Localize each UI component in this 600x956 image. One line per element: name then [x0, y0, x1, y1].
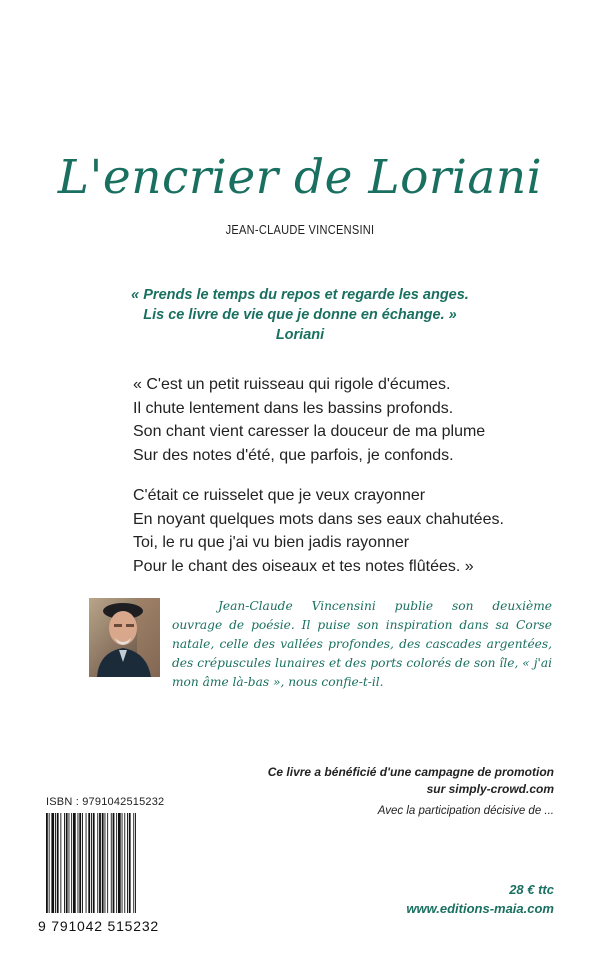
barcode-bar [71, 813, 72, 913]
poem-line: Toi, le ru que j'ai vu bien jadis rayonner [133, 534, 410, 551]
promotion-note [250, 764, 554, 798]
barcode-bar [78, 813, 79, 913]
barcode-bar [116, 813, 117, 913]
barcode-bar [118, 813, 121, 913]
barcode [46, 813, 157, 913]
epigraph-line: Lis ce livre de vie que je donne en échange. » [143, 307, 457, 323]
poem-line: C'était ce ruisselet que je veux crayonner [133, 487, 426, 504]
bio-line: Jean-Claude Vincensini publie son deuxième [218, 599, 552, 613]
barcode-bar [66, 813, 68, 913]
barcode-bar [122, 813, 123, 913]
barcode-bar [129, 813, 131, 913]
barcode-bar [88, 813, 90, 913]
barcode-bar [51, 813, 54, 913]
bio-line: mon âme là-bas », nous confie-t-il. [172, 675, 384, 689]
poem-stanza [133, 484, 553, 578]
price: 28 € ttc [509, 882, 554, 897]
promotion-line: Ce livre a bénéficié d'une campagne de promotion [267, 765, 554, 779]
participation-note: Avec la participation décisive de ... [377, 805, 554, 817]
poem-line: « C'est un petit ruisseau qui rigole d'écumes. [133, 376, 451, 393]
barcode-digits: 9 791042 515232 [38, 918, 159, 934]
bio-line: natale, celle des vallées profondes, des cascades argentées, [172, 637, 552, 651]
epigraph-signature: Loriani [275, 327, 325, 343]
barcode-bar [57, 813, 59, 913]
poem-stanza [133, 373, 553, 467]
barcode-bar [86, 813, 87, 913]
barcode-bar [64, 813, 65, 913]
barcode-bar [107, 813, 108, 913]
epigraph [0, 285, 600, 345]
barcode-bar [135, 813, 136, 913]
epigraph-line: « Prends le temps du repos et regarde les anges. [131, 287, 469, 303]
poem-line: Pour le chant des oiseaux et tes notes flûtées. » [133, 557, 474, 575]
poem-line: Son chant vient caresser la douceur de ma plume [133, 423, 486, 440]
barcode-bar [55, 813, 56, 913]
book-title: L'encrier de Loriani [57, 150, 543, 205]
barcode-bar [49, 813, 50, 913]
barcode-bar [60, 813, 61, 913]
barcode-bar [69, 813, 70, 913]
barcode-bar [97, 813, 98, 913]
isbn-label: ISBN : 9791042515232 [46, 796, 165, 808]
barcode-bar [113, 813, 115, 913]
barcode-bar [73, 813, 76, 913]
barcode-bar [127, 813, 128, 913]
barcode-bar [79, 813, 81, 913]
author-photo [89, 598, 160, 677]
barcode-bar [46, 813, 48, 913]
barcode-bar [105, 813, 106, 913]
poem [133, 373, 553, 578]
barcode-bar [111, 813, 112, 913]
barcode-bar [99, 813, 101, 913]
barcode-bar [133, 813, 134, 913]
publisher-website[interactable]: www.editions-maia.com [406, 901, 554, 916]
poem-line: Sur des notes d'été, que parfois, je confonds. [133, 446, 454, 464]
bio-line: ouvrage de poésie. Il puise son inspiration dans sa Corse [172, 618, 552, 632]
barcode-bar [102, 813, 104, 913]
barcode-bar [82, 813, 83, 913]
barcode-bar [124, 813, 125, 913]
poem-line: Il chute lentement dans les bassins profonds. [133, 399, 454, 417]
barcode-bar [93, 813, 95, 913]
bio-line: des crépuscules lunaires et des ports colorés de son île, « j'ai [172, 656, 552, 670]
barcode-bar [91, 813, 92, 913]
author-name: JEAN-CLAUDE VINCENSINI [225, 222, 375, 237]
promotion-link: sur simply-crowd.com [426, 782, 554, 796]
author-bio [172, 597, 552, 692]
poem-line: En noyant quelques mots dans ses eaux chahutées. [133, 510, 504, 528]
